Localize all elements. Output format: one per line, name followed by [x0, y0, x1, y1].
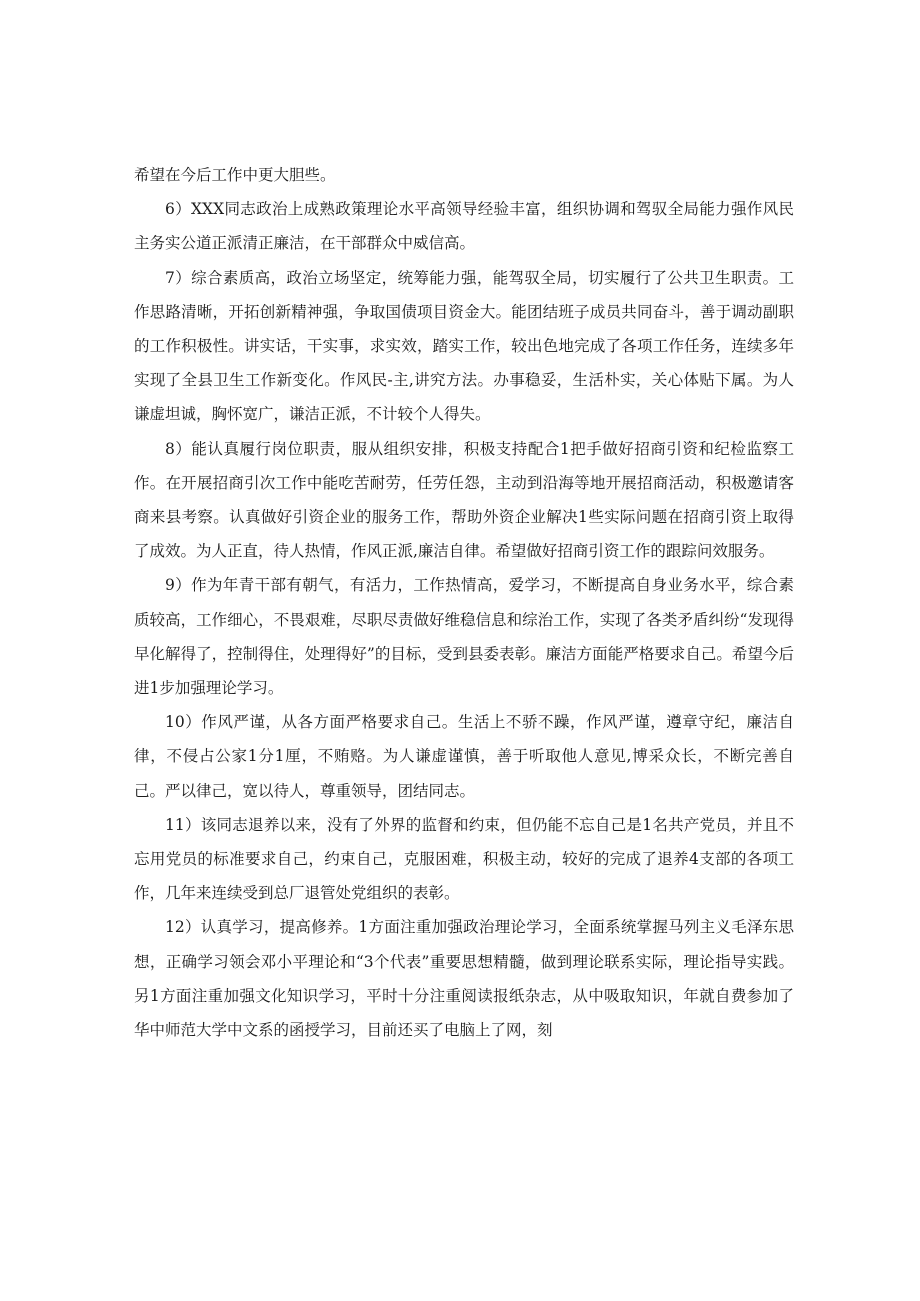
paragraph-9: 9）作为年青干部有朝气，有活力，工作热情高，爱学习，不断提高自身业务水平，综合素质较高，工作细心，不畏艰难，尽职尽责做好维稳信息和综治工作，实现了各类矛盾纠纷“发现得早化解得了，控制得住，处理得好”的目标，受到县委表彰。廉洁方面能严格要求自己。希望今后进1步加强理论学习。 — [134, 576, 794, 698]
paragraph-continued: 希望在今后工作中更大胆些。 — [134, 166, 336, 184]
paragraph-10: 10）作风严谨，从各方面严格要求自己。生活上不骄不躁，作风严谨，遵章守纪，廉洁自律，不侵占公家1分1厘，不贿赂。为人谦虚谨慎，善于听取他人意见,博采众长，不断完善自己。严以律己，宽以待人，尊重领导，团结同志。 — [134, 713, 794, 800]
paragraph-12: 12）认真学习，提高修养。1方面注重加强政治理论学习，全面系统掌握马列主义毛泽东思想，正确学习领会邓小平理论和“3个代表”重要思想精髓，做到理论联系实际，理论指导实践。另1方面注重加强文化知识学习，平时十分注重阅读报纸杂志，从中吸取知识，年就自费参加了华中师范大学中文系的函授学习，目前还买了电脑上了网，刻 — [134, 918, 794, 1040]
paragraph-11: 11）该同志退养以来，没有了外界的监督和约束，但仍能不忘自己是1名共产党员，并且不忘用党员的标准要求自己，约束自己，克服困难，积极主动，较好的完成了退养4支部的各项工作，几年来连续受到总厂退管处党组织的表彰。 — [134, 815, 794, 903]
document-page — [134, 158, 794, 1047]
paragraph-8: 8）能认真履行岗位职责，服从组织安排，积极支持配合1把手做好招商引资和纪检监察工作。在开展招商引次工作中能吃苦耐劳，任劳任怨，主动到沿海等地开展招商活动，积极邀请客商来县考察。认真做好引资企业的服务工作，帮助外资企业解决1些实际问题在招商引资上取得了成效。为人正直，待人热情，作风正派,廉洁自律。希望做好招商引资工作的跟踪问效服务。 — [134, 439, 794, 561]
paragraph-6: 6）XXX同志政治上成熟政策理论水平高领导经验丰富，组织协调和驾驭全局能力强作风民主务实公道正派清正廉洁，在干部群众中威信高。 — [134, 200, 794, 253]
paragraph-7: 7）综合素质高，政治立场坚定，统筹能力强，能驾驭全局，切实履行了公共卫生职责。工作思路清晰，开拓创新精神强，争取国债项目资金大。能团结班子成员共同奋斗，善于调动副职的工作积极性。讲实话，干实事，求实效，踏实工作，较出色地完成了各项工作任务，连续多年实现了全县卫生工作新变化。作风民-主,讲究方法。办事稳妥，生活朴实，关心体贴下属。为人谦虚坦诚，胸怀宽广，谦洁正派，不计较个人得失。 — [134, 268, 794, 424]
